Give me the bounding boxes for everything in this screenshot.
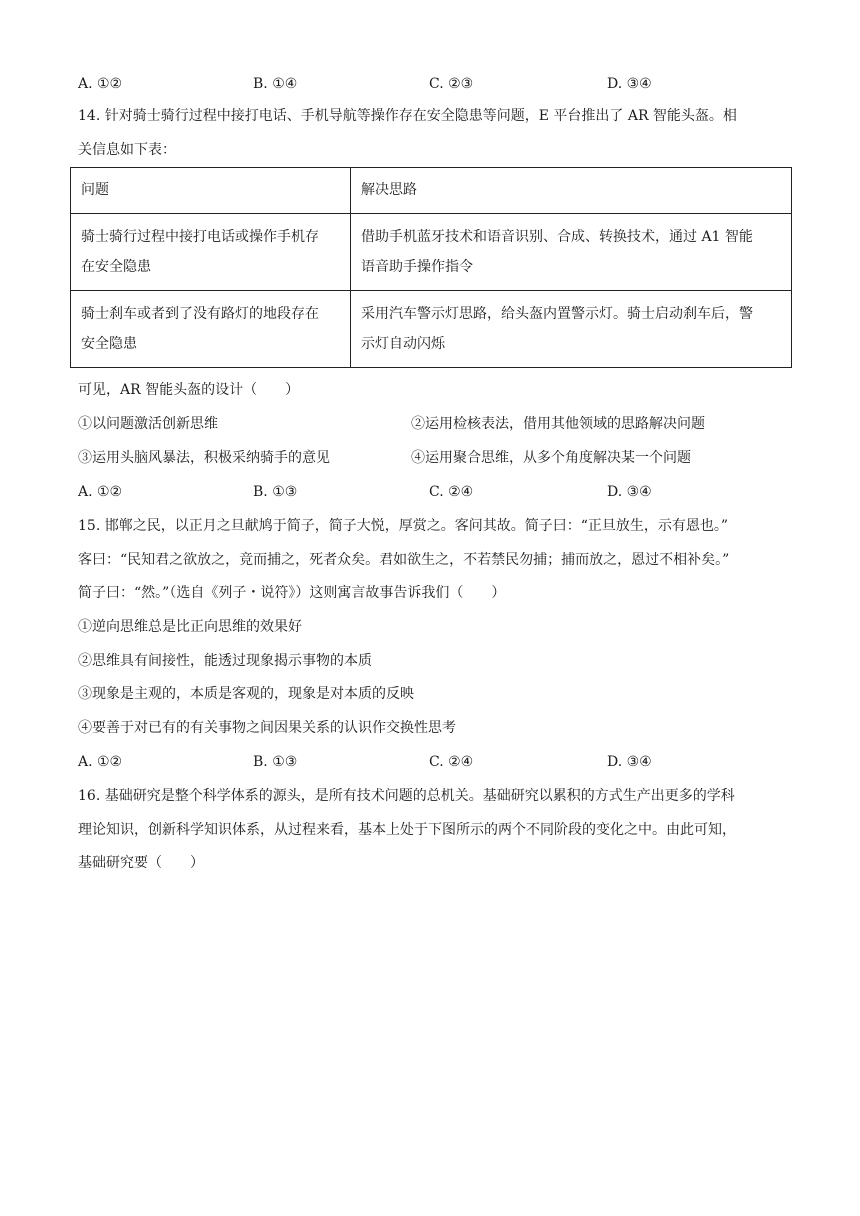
q15-statement-3: ③现象是主观的，本质是客观的，现象是对本质的反映 xyxy=(78,686,414,702)
table-row xyxy=(71,214,792,291)
q14-statement-4: ④运用聚合思维，从多个角度解决某一个问题 xyxy=(411,450,691,466)
q14-statement-2: ②运用检核表法，借用其他领域的思路解决问题 xyxy=(411,416,705,432)
table-cell-problem xyxy=(71,214,351,291)
q13-option-a: A. ①② xyxy=(78,76,123,92)
q15-option-c: C. ②④ xyxy=(429,754,474,770)
table-cell-solution xyxy=(351,214,792,291)
cell-line: 示灯自动闪烁 xyxy=(361,336,445,352)
q16-stem-line-2: 理论知识，创新科学知识体系，从过程来看，基本上处于下图所示的两个不同阶段的变化之中。由此可知， xyxy=(78,822,736,838)
q14-option-a: A. ①② xyxy=(78,484,123,500)
q16-stem-line-3: 基础研究要（ ） xyxy=(78,855,204,871)
q14-option-b: B. ①③ xyxy=(253,484,298,500)
q14-statements-row-2 xyxy=(78,448,798,468)
cell-line: 语音助手操作指令 xyxy=(361,259,473,275)
table-header-row xyxy=(71,168,792,214)
q13-option-b: B. ①④ xyxy=(253,76,298,92)
cell-line: 安全隐患 xyxy=(81,336,137,352)
q15-statement-1: ①逆向思维总是比正向思维的效果好 xyxy=(78,619,302,635)
table-cell-problem xyxy=(71,291,351,368)
q14-option-d: D. ③④ xyxy=(607,484,652,500)
q14-info-table xyxy=(70,167,792,368)
q13-options xyxy=(78,74,778,94)
q15-stem-line-1: 15. 邯郸之民，以正月之旦献鸠于简子，简子大悦，厚赏之。客问其故。简子曰：“正旦放生，示有恩也。” xyxy=(78,518,729,534)
q15-option-d: D. ③④ xyxy=(607,754,652,770)
q14-statement-1: ①以问题激活创新思维 xyxy=(78,416,218,432)
q15-statement-4: ④要善于对已有的有关事物之间因果关系的认识作交换性思考 xyxy=(78,720,456,736)
table-cell-solution xyxy=(351,291,792,368)
q13-option-d: D. ③④ xyxy=(607,76,652,92)
cell-line: 借助手机蓝牙技术和语音识别、合成、转换技术，通过 A1 智能 xyxy=(361,229,753,245)
q14-statements-row-1 xyxy=(78,414,798,434)
q15-stem-line-2: 客曰：“民知君之欲放之，竞而捕之，死者众矣。君如欲生之，不若禁民勿捕；捕而放之，恩过不相补矣。” xyxy=(78,552,730,568)
cell-line: 在安全隐患 xyxy=(81,259,151,275)
q15-option-a: A. ①② xyxy=(78,754,123,770)
cell-line: 骑士刹车或者到了没有路灯的地段存在 xyxy=(81,306,319,322)
q14-stem-line-2: 关信息如下表： xyxy=(78,142,176,158)
table-header-solution: 解决思路 xyxy=(351,168,792,214)
q15-option-b: B. ①③ xyxy=(253,754,298,770)
table-header-problem: 问题 xyxy=(71,168,351,214)
cell-line: 采用汽车警示灯思路，给头盔内置警示灯。骑士启动刹车后，警 xyxy=(361,306,753,322)
q15-stem-line-3: 简子曰：“然。”（选自《列子・说符》）这则寓言故事告诉我们（ ） xyxy=(78,585,506,601)
q14-option-c: C. ②④ xyxy=(429,484,474,500)
q15-options xyxy=(78,752,778,772)
q14-statement-3: ③运用头脑风暴法，积极采纳骑手的意见 xyxy=(78,450,330,466)
cell-line: 骑士骑行过程中接打电话或操作手机存 xyxy=(81,229,319,245)
q13-option-c: C. ②③ xyxy=(429,76,474,92)
q16-stem-line-1: 16. 基础研究是整个科学体系的源头，是所有技术问题的总机关。基础研究以累积的方式生产出更多的学科 xyxy=(78,788,735,804)
table-row xyxy=(71,291,792,368)
q14-options xyxy=(78,482,778,502)
q14-stem-line-1: 14. 针对骑士骑行过程中接打电话、手机导航等操作存在安全隐患等问题，E 平台推出了 AR 智能头盔。相 xyxy=(78,108,737,124)
q14-question: 可见，AR 智能头盔的设计（ ） xyxy=(78,382,300,398)
q15-statement-2: ②思维具有间接性，能透过现象揭示事物的本质 xyxy=(78,653,372,669)
